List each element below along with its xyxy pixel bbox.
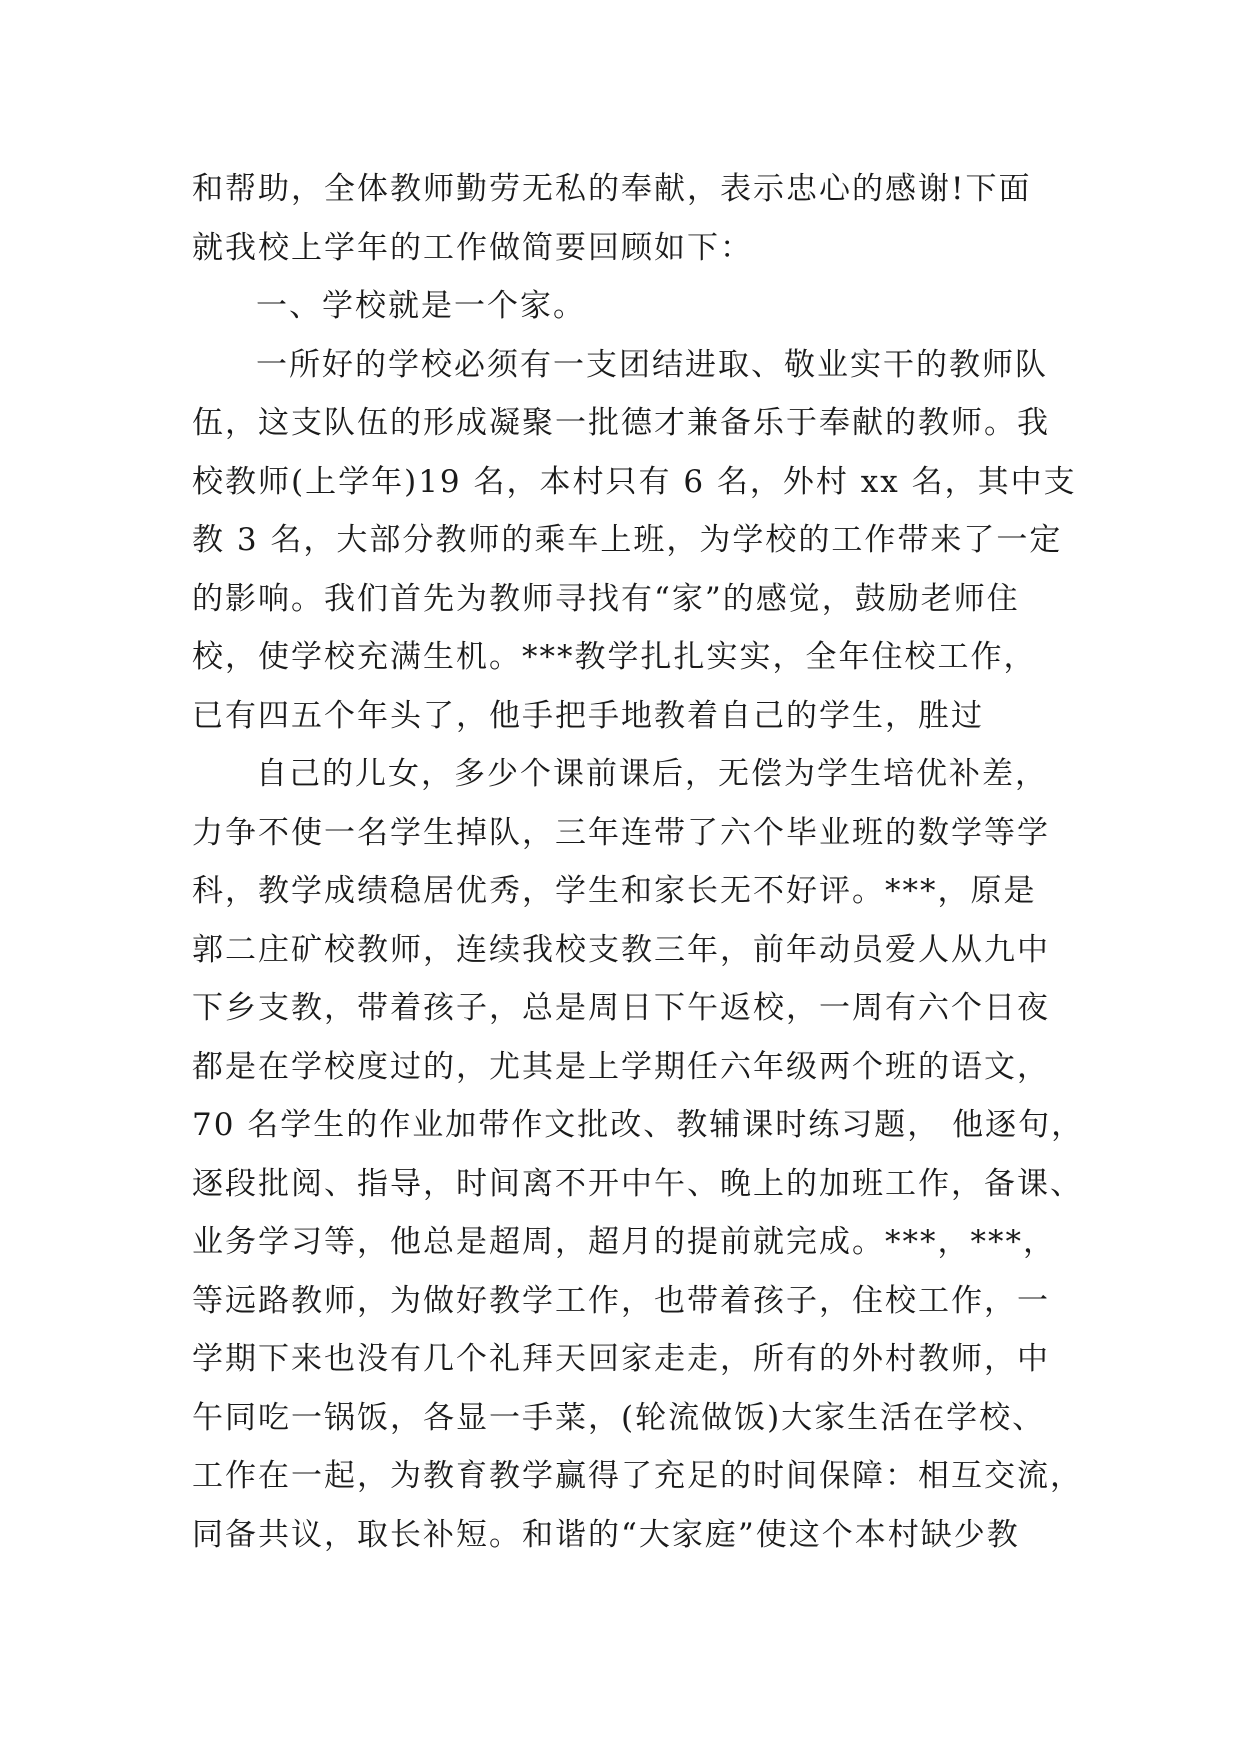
text-line: 下乡支教，带着孩子，总是周日下午返校，一周有六个日夜: [192, 990, 1050, 1026]
text-line: 同备共议，取长补短。和谐的“大家庭”使这个本村缺少教: [192, 1516, 1020, 1553]
text-line: 工作在一起，为教育教学赢得了充足的时间保障：相互交流，: [192, 1458, 1083, 1494]
body-text: [192, 160, 1085, 1564]
text-line: 学期下来也没有几个礼拜天回家走走，所有的外村教师，中: [192, 1341, 1050, 1377]
text-line: 校教师(上学年)19 名，本村只有 6 名，外村 xx 名，其中支: [192, 463, 1077, 500]
text-line: 就我校上学年的工作做简要回顾如下：: [192, 229, 753, 266]
text-line: 午同吃一锅饭，各显一手菜，(轮流做饭)大家生活在学校、: [192, 1399, 1046, 1436]
text-line: 已有四五个年头了，他手把手地教着自己的学生，胜过: [192, 697, 984, 734]
paragraph-first-line: 一所好的学校必须有一支团结进取、敬业实干的教师队: [256, 346, 1048, 383]
text-line: 伍，这支队伍的形成凝聚一批德才兼备乐于奉献的教师。我: [192, 405, 1050, 441]
text-line: 70 名学生的作业加带作文批改、教辅课时练习题， 他逐句，: [192, 1107, 1085, 1143]
text-line: 力争不使一名学生掉队，三年连带了六个毕业班的数学等学: [192, 814, 1050, 851]
text-line: 等远路教师，为做好教学工作，也带着孩子，住校工作，一: [192, 1282, 1050, 1319]
text-line: 郭二庄矿校教师，连续我校支教三年，前年动员爱人从九中: [192, 931, 1050, 968]
text-line: 和帮助，全体教师勤劳无私的奉献，表示忠心的感谢!下面: [192, 171, 1032, 207]
text-line: 都是在学校度过的，尤其是上学期任六年级两个班的语文，: [192, 1048, 1050, 1085]
text-line: 教 3 名，大部分教师的乘车上班，为学校的工作带来了一定: [192, 522, 1063, 558]
text-line: 校，使学校充满生机。***教学扎扎实实，全年住校工作，: [192, 639, 1037, 675]
text-line: 业务学习等，他总是超周，超月的提前就完成。***，***，: [192, 1224, 1056, 1260]
text-line: 逐段批阅、指导，时间离不开中午、晚上的加班工作，备课、: [192, 1165, 1083, 1202]
section-heading: 一、学校就是一个家。: [256, 288, 586, 324]
text-line: 的影响。我们首先为教师寻找有“家”的感觉，鼓励老师住: [192, 580, 1020, 617]
paragraph-first-line: 自己的儿女，多少个课前课后，无偿为学生培优补差，: [256, 756, 1048, 792]
text-line: 科，教学成绩稳居优秀，学生和家长无不好评。***，原是: [192, 873, 1037, 909]
